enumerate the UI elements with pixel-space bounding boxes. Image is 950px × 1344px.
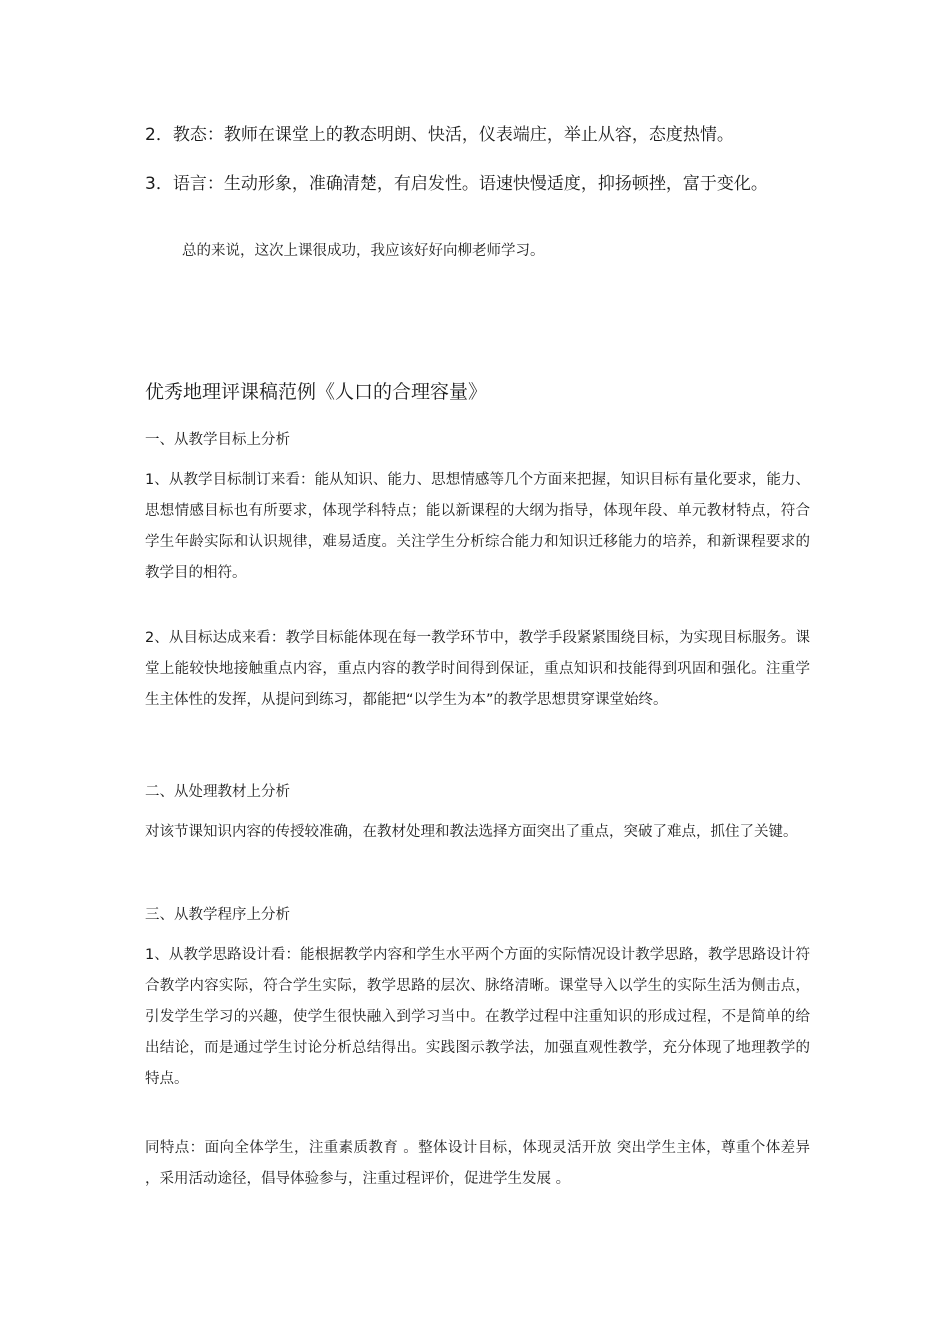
section-1-paragraph-2: 2、从目标达成来看：教学目标能体现在每一教学环节中，教学手段紧紧围绕目标，为实现目标服务。课堂上能较快地接触重点内容，重点内容的教学时间得到保证，重点知识和技能得到巩固和强化。注重学生主体性的发挥，从提问到练习，都能把“以学生为本”的教学思想贯穿课堂始终。: [145, 630, 810, 708]
article-title: 优秀地理评课稿范例《人口的合理容量》: [145, 381, 488, 403]
item-2-teaching-manner: 2．教态：教师在课堂上的教态明朗、快活，仪表端庄，举止从容，态度热情。: [145, 125, 734, 145]
section-2-heading: 二、从处理教材上分析: [145, 784, 290, 800]
section-3-paragraph-1: 1、从教学思路设计看：能根据教学内容和学生水平两个方面的实际情况设计教学思路，教学思路设计符合教学内容实际，符合学生实际，教学思路的层次、脉络清晰。课堂导入以学生的实际生活为侧击点，引发学生学习的兴趣，使学生很快融入到学习当中。在教学过程中注重知识的形成过程，不是简单的给出结论，而是通过学生讨论分析总结得出。实践图示教学法，加强直观性教学，充分体现了地理教学的特点。: [145, 947, 810, 1087]
section-2-paragraph-1: 对该节课知识内容的传授较准确，在教材处理和教法选择方面突出了重点，突破了难点，抓住了关键。: [145, 824, 798, 840]
section-1-paragraph-1: 1、从教学目标制订来看：能从知识、能力、思想情感等几个方面来把握，知识目标有量化要求，能力、思想情感目标也有所要求，体现学科特点；能以新课程的大纲为指导，体现年段、单元教材特点，符合学生年龄实际和认识规律，难易适度。关注学生分析综合能力和知识迁移能力的培养，和新课程要求的教学目的相符。: [145, 472, 810, 581]
item-3-language: 3．语言：生动形象，准确清楚，有启发性。语速快慢适度，抑扬顿挫，富于变化。: [145, 174, 768, 194]
section-3-paragraph-2: 同特点：面向全体学生，注重素质教育 。整体设计目标，体现灵活开放 突出学生主体，尊重个体差异 ，采用活动途径，倡导体验参与，注重过程评价，促进学生发展 。: [145, 1140, 810, 1187]
section-3-heading: 三、从教学程序上分析: [145, 907, 290, 923]
section-1-heading: 一、从教学目标上分析: [145, 432, 290, 448]
summary-paragraph: 总的来说，这次上课很成功，我应该好好向柳老师学习。: [182, 243, 545, 259]
